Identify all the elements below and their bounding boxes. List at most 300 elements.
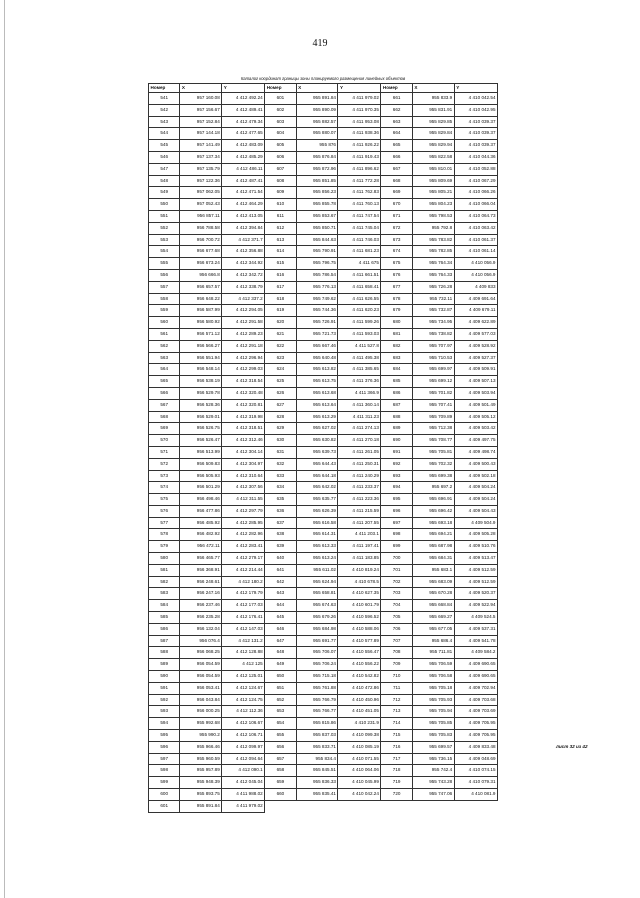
x-coordinate-cell: 955 957.89 [180, 765, 222, 777]
x-coordinate-cell: 955 709.89 [412, 411, 454, 423]
y-coordinate-cell: 4 412 279.17 [222, 553, 265, 565]
table-row [149, 435, 498, 447]
table-row [149, 765, 498, 777]
x-coordinate-cell: 956 587.99 [180, 305, 222, 317]
y-coordinate-cell: 4 409 690.65 [454, 659, 497, 671]
x-coordinate-cell: 956 054.59 [180, 671, 222, 683]
y-coordinate-cell: 4 412 413.05 [222, 210, 265, 222]
point-number-cell: 689 [381, 423, 412, 435]
x-coordinate-cell: 955 796.75 [296, 258, 338, 270]
point-number-cell: 556 [149, 269, 180, 281]
x-coordinate-cell: 955 687.98 [412, 541, 454, 553]
x-coordinate-cell: 955 749.62 [296, 293, 338, 305]
x-coordinate-cell: 956 673.24 [180, 258, 222, 270]
table-row [149, 553, 498, 565]
table-row [149, 317, 498, 329]
y-coordinate-cell: 4 411 661.51 [338, 269, 381, 281]
table-row [149, 140, 498, 152]
y-coordinate-cell: 4 411 599.26 [338, 317, 381, 329]
y-coordinate-cell: 4 412 180.2 [222, 576, 265, 588]
x-coordinate-cell: 956 857.11 [180, 210, 222, 222]
point-number-cell: 566 [149, 387, 180, 399]
x-coordinate-cell: 955 809.69 [412, 175, 454, 187]
point-number-cell: 699 [381, 541, 412, 553]
point-number-cell: 711 [381, 682, 412, 694]
x-coordinate-cell: 955 810.01 [412, 163, 454, 175]
x-coordinate-cell: 955 699.38 [412, 470, 454, 482]
table-row [149, 340, 498, 352]
x-coordinate-cell: 956 477.86 [180, 505, 222, 517]
x-coordinate-cell: 957 062.05 [180, 187, 222, 199]
y-coordinate-cell: 4 412 289.23 [222, 328, 265, 340]
table-row [149, 541, 498, 553]
table-row [149, 482, 498, 494]
y-coordinate-cell: 4 410 042.24 [338, 789, 381, 801]
y-coordinate-cell: 4 409 705.95 [454, 718, 497, 730]
table-row [149, 269, 498, 281]
y-coordinate-cell: 4 409 509.91 [454, 364, 497, 376]
point-number-cell: 631 [265, 446, 296, 458]
x-coordinate-cell: 955 876.84 [296, 151, 338, 163]
y-coordinate-cell: 4 409 501.49 [454, 399, 497, 411]
y-coordinate-cell: 4 410 556.22 [338, 659, 381, 671]
table-row [149, 210, 498, 222]
x-coordinate-cell: 957 144.18 [180, 128, 222, 140]
x-coordinate-cell: 955 711.81 [412, 647, 454, 659]
point-number-cell: 551 [149, 210, 180, 222]
x-coordinate-cell: 956 509.83 [180, 458, 222, 470]
table-row [149, 753, 498, 765]
y-coordinate-cell: 4 410 231.9 [338, 718, 381, 730]
point-number-cell: 709 [381, 659, 412, 671]
point-number-cell: 624 [265, 364, 296, 376]
point-number-cell: 684 [381, 364, 412, 376]
y-coordinate-cell: 4 412 320.48 [222, 387, 265, 399]
y-coordinate-cell: 4 410 085.19 [338, 741, 381, 753]
point-number-cell: 542 [149, 104, 180, 116]
table-row [149, 411, 498, 423]
y-coordinate-cell: 4 411 762.83 [338, 187, 381, 199]
point-number-cell: 658 [265, 765, 296, 777]
x-coordinate-cell: 955 855.78 [296, 199, 338, 211]
x-coordinate-cell: 956 248.61 [180, 576, 222, 588]
table-row [149, 600, 498, 612]
point-number-cell: 582 [149, 576, 180, 588]
y-coordinate-cell: 4 411 620.23 [338, 305, 381, 317]
x-coordinate-cell: 955 734.95 [412, 317, 454, 329]
point-number-cell: 578 [149, 529, 180, 541]
point-number-cell: 601 [265, 93, 296, 105]
y-coordinate-cell: 4 411 970.35 [338, 104, 381, 116]
x-coordinate-cell: 956 657.57 [180, 281, 222, 293]
x-coordinate-cell: 955 693.18 [412, 517, 454, 529]
point-number-cell: 616 [265, 269, 296, 281]
y-coordinate-cell: 4 410 074.15 [454, 765, 497, 777]
y-coordinate-cell: 4 411 215.59 [338, 505, 381, 517]
table-row [149, 800, 498, 812]
x-coordinate-cell: 955 831.91 [412, 104, 454, 116]
x-coordinate-cell: 956 666.8 [180, 269, 222, 281]
y-coordinate-cell: 4 409 048.69 [454, 753, 497, 765]
x-coordinate-cell: 955 640.48 [296, 352, 338, 364]
table-row [149, 659, 498, 671]
point-number-cell: 686 [381, 387, 412, 399]
y-coordinate-cell: 4 412 294.05 [222, 305, 265, 317]
point-number-cell: 661 [381, 93, 412, 105]
point-number-cell: 719 [381, 777, 412, 789]
point-number-cell: 547 [149, 163, 180, 175]
x-coordinate-cell: 955 705.85 [412, 718, 454, 730]
table-row [149, 423, 498, 435]
y-coordinate-cell: 4 411 223.36 [338, 494, 381, 506]
header-number: Номер [149, 84, 180, 93]
y-coordinate-cell: 4 410 577.89 [338, 635, 381, 647]
point-number-cell: 573 [149, 470, 180, 482]
point-number-cell: 614 [265, 246, 296, 258]
x-coordinate-cell: 956 528.36 [180, 399, 222, 411]
point-number-cell: 662 [381, 104, 412, 116]
x-coordinate-cell: 956 529.01 [180, 411, 222, 423]
y-coordinate-cell: 4 411 495.38 [338, 352, 381, 364]
y-coordinate-cell: 4 412 099.97 [222, 741, 265, 753]
y-coordinate-cell: 4 411 747.54 [338, 210, 381, 222]
point-number-cell: 559 [149, 305, 180, 317]
x-coordinate-cell: 955 891.84 [180, 800, 222, 812]
point-number-cell: 581 [149, 564, 180, 576]
x-coordinate-cell: 955 804.23 [412, 199, 454, 211]
point-number-cell: 580 [149, 553, 180, 565]
x-coordinate-cell: 955 613.64 [296, 399, 338, 411]
y-coordinate-cell: 4 410 451.05 [338, 706, 381, 718]
y-coordinate-cell: 4 409 504.24 [454, 494, 497, 506]
empty-cell [338, 800, 381, 812]
y-coordinate-cell: 4 412 310.64 [222, 470, 265, 482]
x-coordinate-cell: 955 837.03 [296, 730, 338, 742]
point-number-cell: 548 [149, 175, 180, 187]
point-number-cell: 694 [381, 482, 412, 494]
point-number-cell: 650 [265, 671, 296, 683]
point-number-cell: 549 [149, 187, 180, 199]
x-coordinate-cell: 955 705.94 [412, 706, 454, 718]
x-coordinate-cell: 955 684.98 [296, 623, 338, 635]
x-coordinate-cell: 955 706.24 [296, 659, 338, 671]
point-number-cell: 598 [149, 765, 180, 777]
y-coordinate-cell: 4 412 128.88 [222, 647, 265, 659]
x-coordinate-cell: 956 482.92 [180, 529, 222, 541]
x-coordinate-cell: 956 247.16 [180, 588, 222, 600]
header-y: Y [222, 84, 265, 93]
point-number-cell: 590 [149, 671, 180, 683]
y-coordinate-cell: 4 409 507.13 [454, 376, 497, 388]
table-row [149, 399, 498, 411]
table-row [149, 175, 498, 187]
y-coordinate-cell: 4 412 342.72 [222, 269, 265, 281]
point-number-cell: 713 [381, 706, 412, 718]
point-number-cell: 579 [149, 541, 180, 553]
y-coordinate-cell: 4 411 183.85 [338, 553, 381, 565]
point-number-cell: 706 [381, 623, 412, 635]
point-number-cell: 596 [149, 741, 180, 753]
y-coordinate-cell: 4 411 772.28 [338, 175, 381, 187]
point-number-cell: 678 [381, 293, 412, 305]
x-coordinate-cell: 956 505.93 [180, 470, 222, 482]
x-coordinate-cell: 955 893.75 [180, 789, 222, 801]
x-coordinate-cell: 955 694.21 [412, 529, 454, 541]
x-coordinate-cell: 955 834.4 [296, 753, 338, 765]
x-coordinate-cell: 956 677.68 [180, 246, 222, 258]
y-coordinate-cell: 4 409 524.5 [454, 612, 497, 624]
x-coordinate-cell: 955 776.13 [296, 281, 338, 293]
x-coordinate-cell: 955 699.12 [412, 376, 454, 388]
table-row [149, 352, 498, 364]
x-coordinate-cell: 956 700.72 [180, 234, 222, 246]
point-number-cell: 575 [149, 494, 180, 506]
table-row [149, 529, 498, 541]
table-row [149, 458, 498, 470]
x-coordinate-cell: 955 829.94 [412, 140, 454, 152]
y-coordinate-cell: 4 412 319.98 [222, 411, 265, 423]
point-number-cell: 671 [381, 210, 412, 222]
table-row [149, 470, 498, 482]
y-coordinate-cell: 4 412 283.41 [222, 541, 265, 553]
x-coordinate-cell: 956 368.91 [180, 564, 222, 576]
point-number-cell: 613 [265, 234, 296, 246]
point-number-cell: 670 [381, 199, 412, 211]
y-coordinate-cell: 4 412 282.96 [222, 529, 265, 541]
y-coordinate-cell: 4 412 176.41 [222, 612, 265, 624]
point-number-cell: 626 [265, 387, 296, 399]
point-number-cell: 679 [381, 305, 412, 317]
y-coordinate-cell: 4 409 703.69 [454, 706, 497, 718]
point-number-cell: 648 [265, 647, 296, 659]
y-coordinate-cell: 4 412 356.88 [222, 246, 265, 258]
y-coordinate-cell: 4 409 537.31 [454, 623, 497, 635]
x-coordinate-cell: 955 732.11 [412, 293, 454, 305]
table-row [149, 93, 498, 105]
y-coordinate-cell: 4 411 261.05 [338, 446, 381, 458]
x-coordinate-cell: 955 635.77 [296, 494, 338, 506]
sheet-label: лист 32 из 42 [556, 744, 588, 749]
table-row [149, 612, 498, 624]
y-coordinate-cell: 4 409 497.75 [454, 435, 497, 447]
y-coordinate-cell: 4 412 338.79 [222, 281, 265, 293]
y-coordinate-cell: 4 411 197.41 [338, 541, 381, 553]
point-number-cell: 665 [381, 140, 412, 152]
x-coordinate-cell: 956 648.22 [180, 293, 222, 305]
point-number-cell: 697 [381, 517, 412, 529]
y-coordinate-cell: 4 412 297.79 [222, 505, 265, 517]
y-coordinate-cell: 4 410 627.35 [338, 588, 381, 600]
y-coordinate-cell: 4 412 464.29 [222, 199, 265, 211]
x-coordinate-cell: 955 761.88 [296, 682, 338, 694]
y-coordinate-cell: 4 410 064.06 [338, 765, 381, 777]
point-number-cell: 634 [265, 482, 296, 494]
x-coordinate-cell: 955 674.63 [296, 600, 338, 612]
point-number-cell: 628 [265, 411, 296, 423]
y-coordinate-cell: 4 409 584.2 [454, 647, 497, 659]
point-number-cell: 637 [265, 517, 296, 529]
page-number: 419 [312, 38, 328, 49]
point-number-cell: 716 [381, 741, 412, 753]
point-number-cell: 659 [265, 777, 296, 789]
x-coordinate-cell: 956 529.78 [180, 387, 222, 399]
x-coordinate-cell: 955 844.63 [296, 234, 338, 246]
table-row [149, 789, 498, 801]
empty-cell [412, 800, 454, 812]
point-number-cell: 593 [149, 706, 180, 718]
y-coordinate-cell: 4 410 044.36 [454, 151, 497, 163]
y-coordinate-cell: 4 412 179.79 [222, 588, 265, 600]
x-coordinate-cell: 955 683.1 [412, 564, 454, 576]
point-number-cell: 688 [381, 411, 412, 423]
x-coordinate-cell: 955 699.57 [412, 741, 454, 753]
y-coordinate-cell: 4 409 679.11 [454, 305, 497, 317]
point-number-cell: 695 [381, 494, 412, 506]
y-coordinate-cell: 4 410 066.04 [454, 199, 497, 211]
table-row [149, 647, 498, 659]
point-number-cell: 595 [149, 730, 180, 742]
y-coordinate-cell: 4 409 705.95 [454, 730, 497, 742]
point-number-cell: 576 [149, 505, 180, 517]
point-number-cell: 714 [381, 718, 412, 730]
x-coordinate-cell: 955 699.97 [412, 364, 454, 376]
x-coordinate-cell: 955 667.46 [296, 340, 338, 352]
y-coordinate-cell: 4 411 250.31 [338, 458, 381, 470]
x-coordinate-cell: 955 890.09 [296, 104, 338, 116]
table-row [149, 576, 498, 588]
point-number-cell: 555 [149, 258, 180, 270]
table-row [149, 151, 498, 163]
point-number-cell: 597 [149, 753, 180, 765]
y-coordinate-cell: 4 412 337.2 [222, 293, 265, 305]
y-coordinate-cell: 4 410 042.95 [454, 104, 497, 116]
y-coordinate-cell: 4 411 593.03 [338, 328, 381, 340]
point-number-cell: 700 [381, 553, 412, 565]
y-coordinate-cell: 4 409 505.28 [454, 529, 497, 541]
x-coordinate-cell: 955 706.58 [412, 671, 454, 683]
x-coordinate-cell: 955 715.18 [296, 671, 338, 683]
y-coordinate-cell: 4 411 926.22 [338, 140, 381, 152]
y-coordinate-cell: 4 409 527.37 [454, 352, 497, 364]
x-coordinate-cell: 955 639.73 [296, 446, 338, 458]
x-coordinate-cell: 955 747.06 [412, 789, 454, 801]
point-number-cell: 644 [265, 600, 296, 612]
point-number-cell: 594 [149, 718, 180, 730]
point-number-cell: 715 [381, 730, 412, 742]
point-number-cell: 675 [381, 258, 412, 270]
y-coordinate-cell: 4 411 745.04 [338, 222, 381, 234]
table-row [149, 564, 498, 576]
x-coordinate-cell: 956 526.75 [180, 423, 222, 435]
y-coordinate-cell: 4 409 522.94 [454, 600, 497, 612]
y-coordinate-cell: 4 412 318.51 [222, 423, 265, 435]
x-coordinate-cell: 955 669.27 [412, 612, 454, 624]
y-coordinate-cell: 4 410 071.55 [338, 753, 381, 765]
x-coordinate-cell: 955 627.02 [296, 423, 338, 435]
x-coordinate-cell: 955 835.41 [296, 789, 338, 801]
x-coordinate-cell: 955 697.2 [412, 482, 454, 494]
x-coordinate-cell: 955 726.91 [296, 317, 338, 329]
x-coordinate-cell: 955 613.33 [296, 541, 338, 553]
point-number-cell: 588 [149, 647, 180, 659]
point-number-cell: 615 [265, 258, 296, 270]
table-row [149, 163, 498, 175]
table-row [149, 635, 498, 647]
y-coordinate-cell: 4 412 311.55 [222, 494, 265, 506]
x-coordinate-cell: 955 833.9 [412, 93, 454, 105]
point-number-cell: 653 [265, 706, 296, 718]
x-coordinate-cell: 955 744.36 [296, 305, 338, 317]
y-coordinate-cell: 4 412 485.29 [222, 151, 265, 163]
point-number-cell: 561 [149, 328, 180, 340]
y-coordinate-cell: 4 411 207.55 [338, 517, 381, 529]
x-coordinate-cell: 955 705.83 [412, 730, 454, 742]
y-coordinate-cell: 4 409 690.65 [454, 671, 497, 683]
x-coordinate-cell: 957 135.79 [180, 163, 222, 175]
y-coordinate-cell: 4 409 520.37 [454, 588, 497, 600]
x-coordinate-cell: 955 829.85 [412, 116, 454, 128]
point-number-cell: 544 [149, 128, 180, 140]
x-coordinate-cell: 956 076.4 [180, 635, 222, 647]
x-coordinate-cell: 955 613.29 [296, 411, 338, 423]
x-coordinate-cell: 955 960.59 [180, 753, 222, 765]
y-coordinate-cell: 4 410 056.9 [454, 269, 497, 281]
point-number-cell: 601 [149, 800, 180, 812]
table-row [149, 187, 498, 199]
point-number-cell: 663 [381, 116, 412, 128]
point-number-cell: 649 [265, 659, 296, 671]
y-coordinate-cell: 4 411 988.02 [222, 789, 265, 801]
point-number-cell: 621 [265, 328, 296, 340]
point-number-cell: 569 [149, 423, 180, 435]
x-coordinate-cell: 955 613.24 [296, 553, 338, 565]
y-coordinate-cell: 4 412 131.2 [222, 635, 265, 647]
point-number-cell: 557 [149, 281, 180, 293]
y-coordinate-cell: 4 410 039.37 [454, 116, 497, 128]
table-caption: Каталог координат границы зоны планируемого размещения линейных объектов [240, 76, 406, 81]
y-coordinate-cell: 4 412 320.81 [222, 399, 265, 411]
x-coordinate-cell: 955 712.38 [412, 423, 454, 435]
x-coordinate-cell: 955 613.75 [296, 376, 338, 388]
y-coordinate-cell: 4 411 979.02 [222, 800, 265, 812]
table-row [149, 588, 498, 600]
y-coordinate-cell: 4 410 079.31 [454, 777, 497, 789]
x-coordinate-cell: 955 782.85 [412, 246, 454, 258]
y-coordinate-cell: 4 411 240.29 [338, 470, 381, 482]
point-number-cell: 610 [265, 199, 296, 211]
point-number-cell: 693 [381, 470, 412, 482]
y-coordinate-cell: 4 411 203.1 [338, 529, 381, 541]
table-header-row [149, 84, 498, 93]
point-number-cell: 712 [381, 694, 412, 706]
point-number-cell: 563 [149, 352, 180, 364]
y-coordinate-cell: 4 410 052.88 [454, 163, 497, 175]
y-coordinate-cell: 4 410 596.52 [338, 612, 381, 624]
y-coordinate-cell: 4 411 376.36 [338, 376, 381, 388]
point-number-cell: 667 [381, 163, 412, 175]
y-coordinate-cell: 4 412 291.18 [222, 340, 265, 352]
x-coordinate-cell: 955 707.41 [412, 399, 454, 411]
point-number-cell: 664 [381, 128, 412, 140]
point-number-cell: 591 [149, 682, 180, 694]
point-number-cell: 568 [149, 411, 180, 423]
point-number-cell: 683 [381, 352, 412, 364]
y-coordinate-cell: 4 409 505.12 [454, 411, 497, 423]
x-coordinate-cell: 955 872.96 [296, 163, 338, 175]
y-coordinate-cell: 4 412 112.36 [222, 706, 265, 718]
point-number-cell: 632 [265, 458, 296, 470]
y-coordinate-cell: 4 411 360.14 [338, 399, 381, 411]
